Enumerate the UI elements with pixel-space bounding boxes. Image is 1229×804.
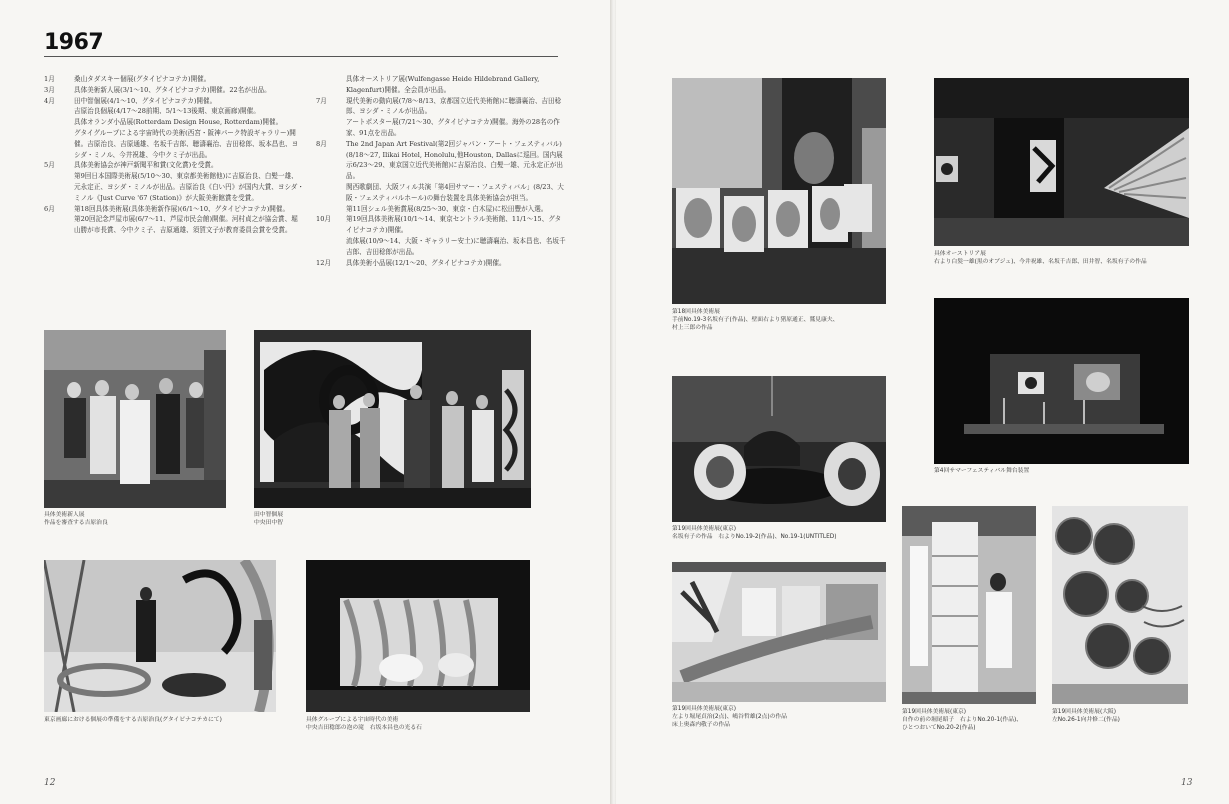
- photo-19th-tokyo-horio: [672, 562, 886, 702]
- chronology-text: 吉原治良個展(4/17〜28前期、5/1〜13後期、東京画廊)開催。: [74, 107, 260, 116]
- photo-yoshihara-preparation: [44, 560, 276, 712]
- chronology-month: 6月: [44, 204, 55, 213]
- page-number-right: 13: [1181, 778, 1193, 788]
- photo-space-age-art: [306, 560, 530, 712]
- photo-19th-tokyo-nasaka: [672, 376, 886, 522]
- chronology-text: 第9回日本国際美術展(5/10〜30、東京都美術館他)に吉原治良、白髪一雄、元永定正、ヨシダ・ミノルが出品。吉原治良《白い円》が国内大賞、ヨシダ・ミノル《Just Curve '67 (Station)》が大阪美術館賞を受賞。: [74, 172, 304, 202]
- left-page: [0, 0, 612, 804]
- right-page: [616, 0, 1229, 804]
- caption-photo-10: 第19回具体美術展(東京) 自作の前の堀尾昭子 右よりNo.20-1(作品)、 ひとつおいてNo.20-2(作品): [902, 709, 1023, 732]
- chronology-month: [316, 236, 346, 258]
- chronology-text: グタイグループによる宇宙時代の美術(西宮・阪神パーク特設ギャラリー)開催。吉原治良、吉原通雄、名坂千吉郎、聴濤襄治、吉田稔郎、坂本昌也、ヨシダ・ミノル、今井祝雄、今中クミ子が出品。: [74, 128, 299, 159]
- photo-tanaka-exhibition: [254, 330, 531, 508]
- caption-photo-1: 具体美術新人展 作品を審査する吉原治良: [44, 512, 108, 527]
- photo-19th-osaka-mukai: [1052, 506, 1188, 704]
- chronology-entry: [316, 236, 566, 258]
- photo-19th-tokyo-horio-akiko: [902, 506, 1036, 704]
- chronology-text: 第20回記念芦屋市展(6/7〜11、芦屋市民会館)開催。河村貞之が協会賞、堀山勝が市長賞、今中クミ子、吉原通雄、須賀文子が教育委員会賞を受賞。: [74, 215, 298, 235]
- photo-gutai-austria-exhibition: [934, 78, 1189, 246]
- chronology-month: [44, 128, 74, 160]
- chronology-entry: [44, 85, 304, 96]
- chronology-entry: [316, 182, 566, 204]
- caption-photo-9: 第19回具体美術展(東京) 左より堀尾貞治(2点)、嶋谷哲雄(2点)の作品 床上奥森内敬子の作品: [672, 706, 787, 729]
- chronology-entry: [316, 258, 566, 269]
- chronology-entry: [316, 204, 566, 215]
- chronology-entry: [44, 204, 304, 215]
- chronology-text: 具体オランダ小品展(Rotterdam Design House, Rotterdam)開催。: [74, 118, 283, 127]
- chronology-entry: [44, 160, 304, 171]
- chronology-month: [44, 106, 74, 117]
- photo-new-members-exhibition: [44, 330, 226, 508]
- chronology-text: 第11回シェル美術賞展(8/25〜30、東京・白木屋)に松田豐が入選。: [346, 204, 548, 213]
- caption-photo-6: 具体オーストリア展 右より白髪一雄(黒のオブジェ)、今井祝雄、名坂千吉郎、田井智、名坂有子の作品: [934, 251, 1147, 266]
- chronology-column-left: [44, 74, 304, 236]
- photo-summer-festival-stage: [934, 298, 1189, 464]
- chronology-entry: [44, 214, 304, 236]
- chronology-text: 具体美術協会が神戸新聞平和賞(文化賞)を受賞。: [74, 161, 218, 170]
- chronology-month: [316, 182, 346, 204]
- chronology-entry: [44, 106, 304, 117]
- chronology-month: 3月: [44, 85, 55, 94]
- chronology-month: [316, 74, 346, 96]
- chronology-month: 4月: [44, 96, 55, 105]
- chronology-entry: [316, 117, 566, 139]
- caption-photo-5: 第18回具体美術展 手前No.19-3名坂有子(作品)、壁面右より猪原通正、鷲見康夫、 村上三郎の作品: [672, 309, 839, 332]
- chronology-month: [44, 171, 74, 203]
- chronology-month: 1月: [44, 75, 55, 83]
- chronology-entry: [316, 139, 566, 182]
- chronology-entry: [44, 117, 304, 128]
- caption-photo-3: 東京画廊における個展の準備をする吉原治良(グタイピナコテカにて): [44, 717, 222, 723]
- chronology-month: [316, 204, 346, 215]
- chronology-text: アートポスター展(7/21〜30、グタイピナコテカ)開催。海外の28名の作家、91点を出品。: [346, 118, 560, 137]
- chronology-entry: [44, 171, 304, 203]
- chronology-text: 現代美術の動向展(7/8〜8/13、京都国立近代美術館)に聴濤襄治、吉田稔郎、ヨシダ・ミノルが出品。: [346, 96, 562, 116]
- caption-photo-8: 第4回サマーフェスティバル舞台装置: [934, 468, 1030, 474]
- chronology-month: [316, 117, 346, 139]
- caption-photo-11: 第19回具体美術展(大阪) 左No.26-1向井修二(作品): [1052, 709, 1120, 724]
- caption-photo-7: 第19回具体美術展(東京) 名坂有子の作品 右よりNo.19-2(作品)、No.19-1(UNTITLED): [672, 526, 837, 541]
- chronology-text: 具体オーストリア展(Wulfengasse Heide Hildebrand Gallery, Klagenfurt)開催。全会員が出品。: [346, 75, 540, 94]
- chronology-text: The 2nd Japan Art Festival(第2回ジャパン・アート・フェスティバル)(8/18〜27, Ilikai Hotel, Honolulu,他Houston, Dallasに巡回。国内展示6/23〜29、東京国立近代美術館)に吉原治良、白髪一雄、元永定正が出品。: [346, 139, 563, 181]
- chronology-text: 具体美術新人展(3/1〜10、グタイピナコテカ)開催。22名が出品。: [74, 85, 271, 94]
- chronology-entry: [316, 96, 566, 118]
- chronology-entry: [44, 74, 304, 85]
- chronology-text: 田中智個展(4/1〜10、グタイピナコテカ)開催。: [74, 96, 217, 105]
- page-number-left: 12: [44, 778, 56, 788]
- chronology-month: 5月: [44, 161, 55, 170]
- caption-photo-4: 具体グループによる宇宙時代の美術 中央吉田稔郎の泡の滝 右坂本昌也の光る石: [306, 717, 422, 732]
- chronology-month: 12月: [316, 258, 331, 267]
- chronology-text: 桑山タダスキー個展(グタイピナコテカ)開催。: [74, 75, 211, 83]
- chronology-entry: [316, 74, 566, 96]
- caption-photo-2: 田中智個展 中央田中智: [254, 512, 283, 527]
- photo-18th-gutai-exhibition: [672, 78, 886, 304]
- chronology-entry: [316, 214, 566, 236]
- chronology-text: 第19回具体美術展(10/1〜14、東京セントラル美術館、11/1〜15、グタイピナコテカ)開催。: [346, 215, 562, 235]
- chronology-text: 流体展(10/9〜14、大阪・ギャラリー安土)に聴濤襄治、坂本昌也、名坂千吉郎、吉田稔郎が出品。: [346, 236, 566, 256]
- heading-rule: [44, 56, 558, 57]
- chronology-text: 第18回具体美術展(具体美術新作展)(6/1〜10、グタイピナコテカ)開催。: [74, 204, 290, 213]
- chronology-month: [44, 214, 74, 236]
- chronology-month: [44, 117, 74, 128]
- chronology-text: 関西歌劇団、大阪フィル共演「第4回サマー・フェスティバル」(8/23、大阪・フェスティバルホール)の舞台装置を具体美術協会が担当。: [346, 182, 564, 202]
- chronology-column-right: [316, 74, 566, 268]
- year-heading: 1967: [44, 30, 104, 55]
- chronology-month: 7月: [316, 96, 327, 105]
- chronology-entry: [44, 96, 304, 107]
- chronology-entry: [44, 128, 304, 160]
- chronology-month: 8月: [316, 139, 327, 148]
- chronology-text: 具体美術小品展(12/1〜20、グタイピナコテカ)開催。: [346, 258, 506, 267]
- chronology-month: 10月: [316, 215, 331, 224]
